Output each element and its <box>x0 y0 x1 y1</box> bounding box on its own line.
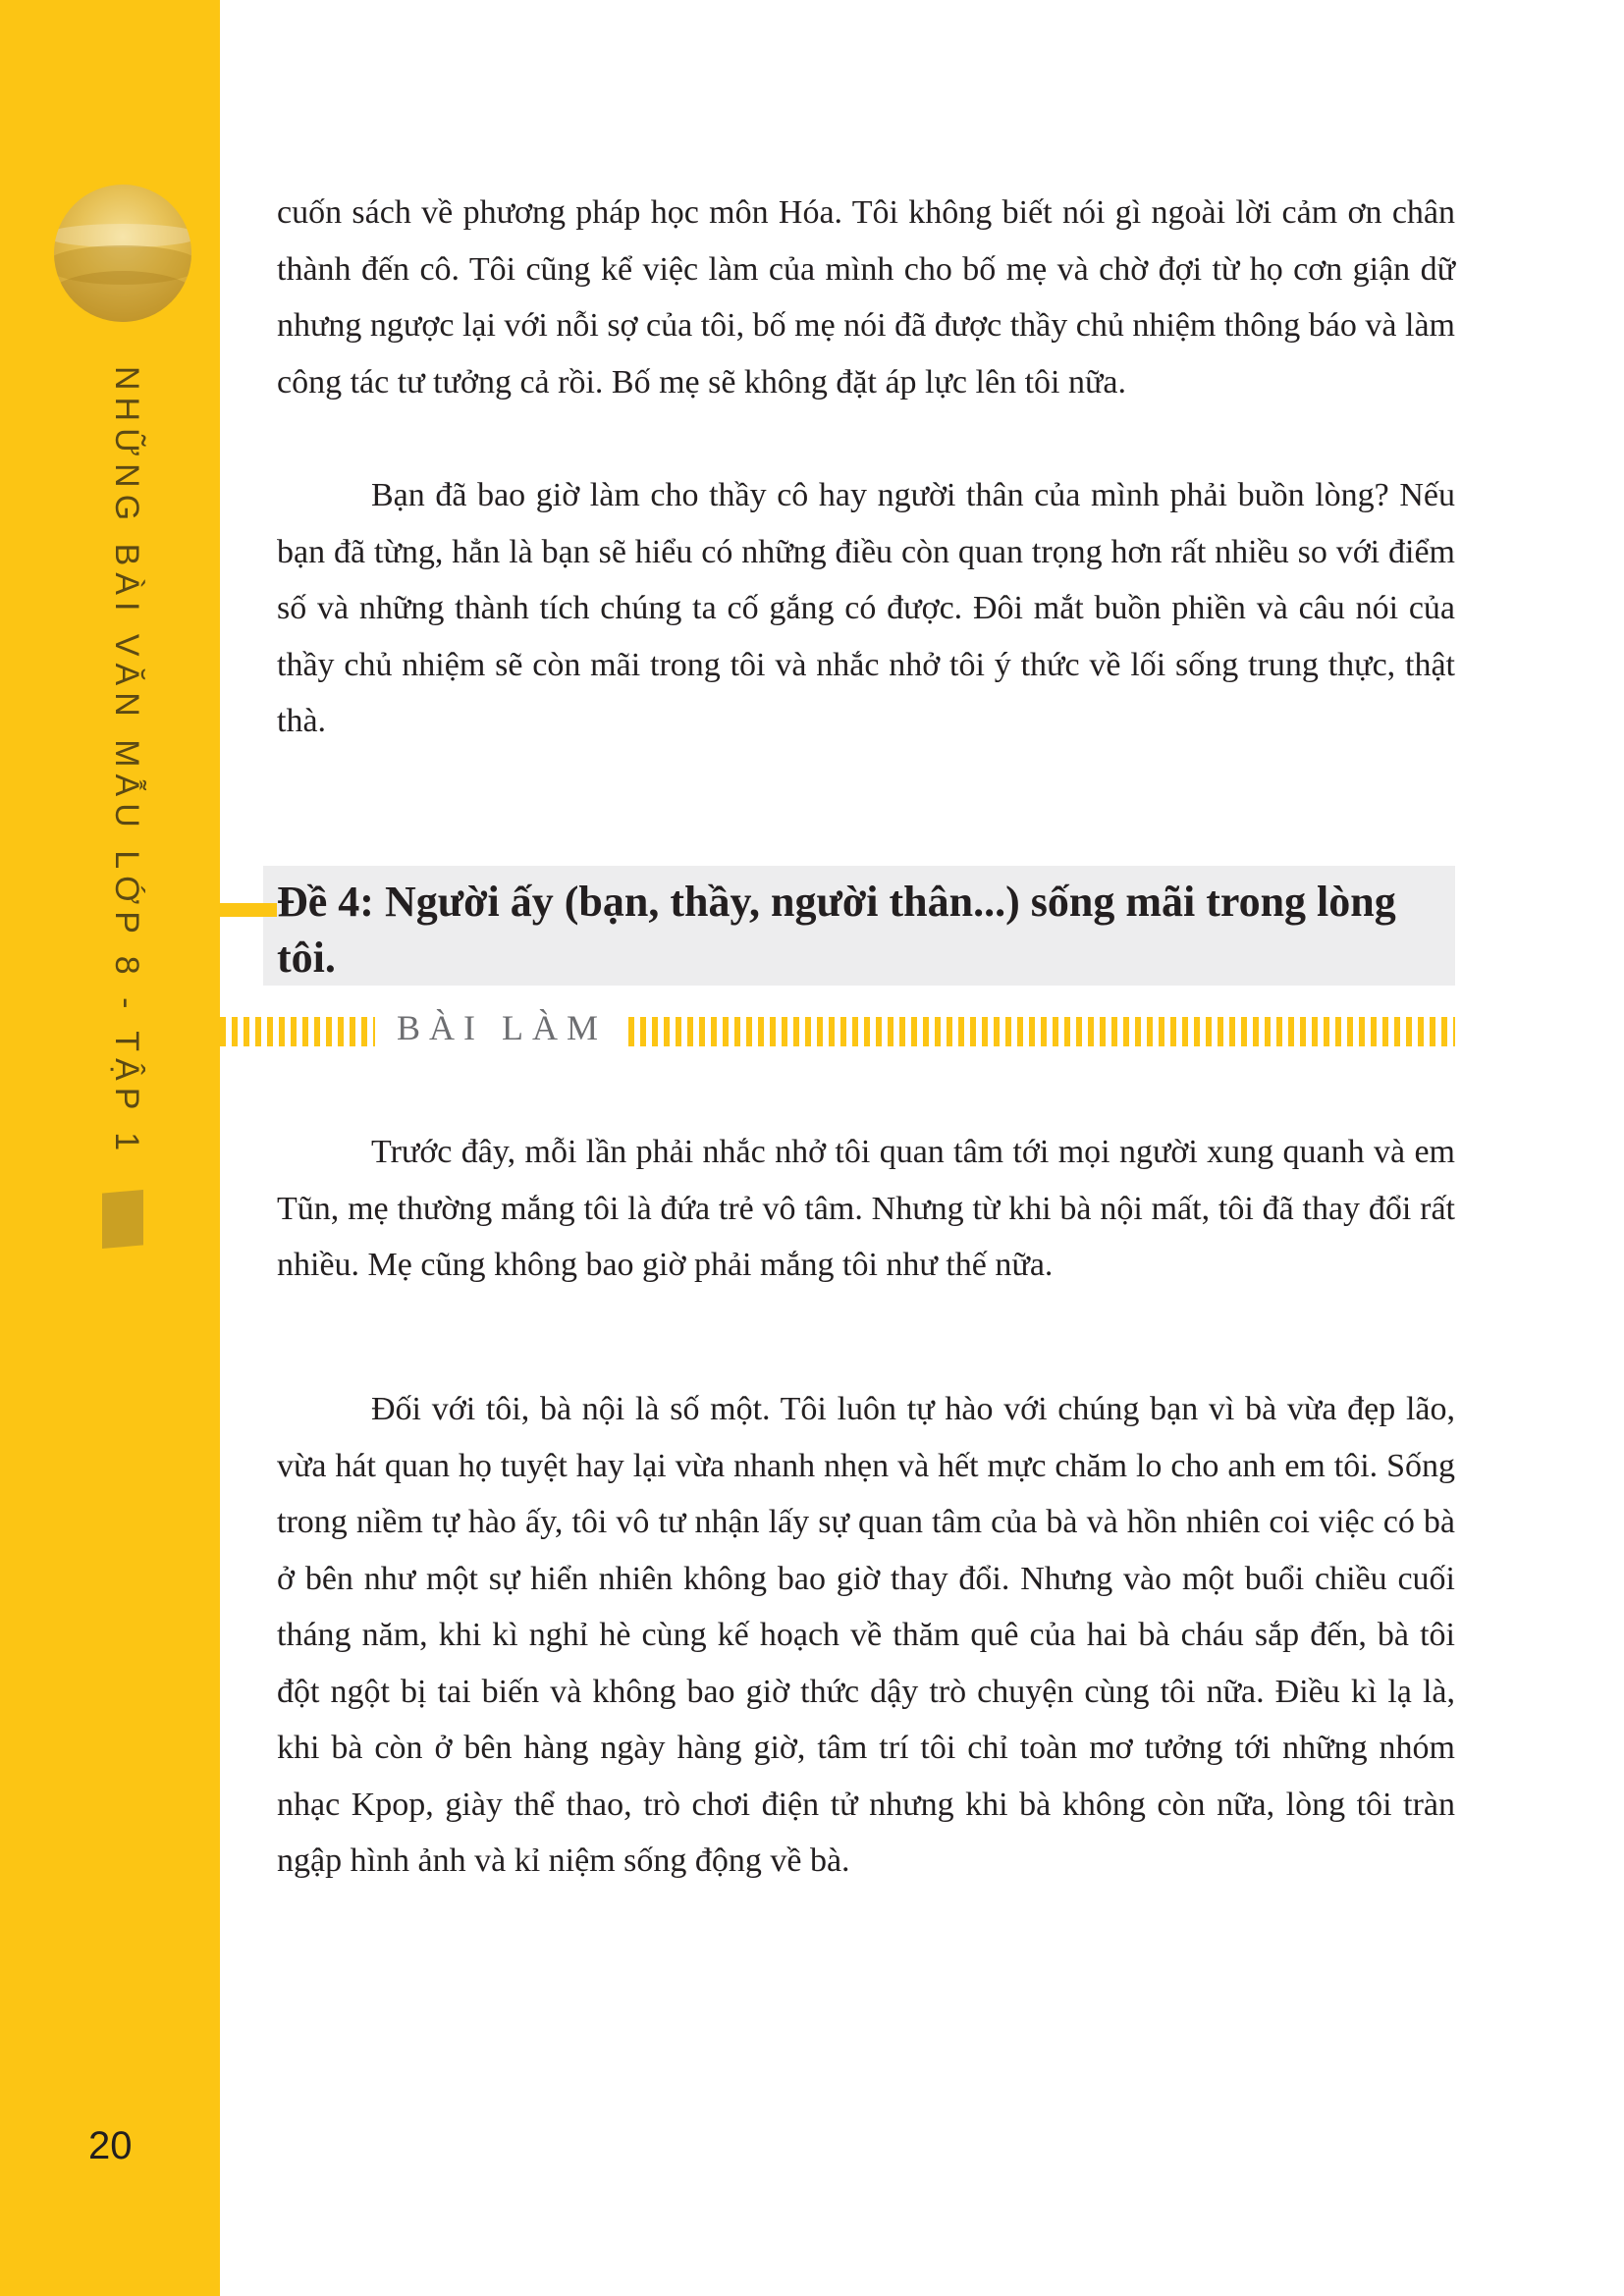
intro-paragraph-2: Bạn đã bao giờ làm cho thầy cô hay người thân của mình phải buồn lòng? Nếu bạn đã từng, hẳn là bạn sẽ hiểu có những điều còn quan trọng hơn rất nhiều so với điểm số và những thành tích chúng ta cố gắng có được. Đôi mắt buồn phiền và câu nói của thầy chủ nhiệm sẽ còn mãi trong tôi và nhắc nhở tôi ý thức về lối sống trung thực, thật thà. <box>277 477 1455 739</box>
chapter-tab-marker <box>102 1190 143 1249</box>
page-number: 20 <box>88 2124 133 2167</box>
divider-stripes-left <box>220 1017 375 1046</box>
sidebar <box>0 0 220 2296</box>
intro-paragraph-1: cuốn sách về phương pháp học môn Hóa. Tôi không biết nói gì ngoài lời cảm ơn chân thành đến cô. Tôi cũng kể việc làm của mình cho bố mẹ và chờ đợi từ họ cơn giận dữ nhưng ngược lại với nỗi sợ của tôi, bố mẹ nói đã được thầy chủ nhiệm thông báo và làm công tác tư tưởng cả rồi. Bố mẹ sẽ không đặt áp lực lên tôi nữa. <box>277 194 1455 400</box>
landscape-medallion-image <box>54 185 191 322</box>
section-heading: Đề 4: Người ấy (bạn, thầy, người thân...) sống mãi trong lòng tôi. <box>277 878 1396 982</box>
book-title-vertical: NHỮNG BÀI VĂN MẪU LỚP 8 - TẬP 1 <box>108 366 145 1158</box>
section-subheading: BÀI LÀM <box>397 1008 607 1047</box>
body-paragraph-1: Trước đây, mỗi lần phải nhắc nhở tôi quan tâm tới mọi người xung quanh và em Tũn, mẹ thường mắng tôi là đứa trẻ vô tâm. Nhưng từ khi bà nội mất, tôi đã thay đổi rất nhiều. Mẹ cũng không bao giờ phải mắng tôi như thế nữa. <box>277 1134 1455 1283</box>
body-paragraph-2: Đối với tôi, bà nội là số một. Tôi luôn tự hào với chúng bạn vì bà vừa đẹp lão, vừa hát quan họ tuyệt hay lại vừa nhanh nhẹn và hết mực chăm lo cho anh em tôi. Sống trong niềm tự hào ấy, tôi vô tư nhận lấy sự quan tâm của bà và hồn nhiên coi việc có bà ở bên như một sự hiển nhiên không bao giờ thay đổi. Nhưng vào một buổi chiều cuối tháng năm, khi kì nghỉ hè cùng kế hoạch về thăm quê của hai bà cháu sắp đến, bà tôi đột ngột bị tai biến và không bao giờ thức dậy trò chuyện cùng tôi nữa. Điều kì lạ là, khi bà còn ở bên hàng ngày hàng giờ, tâm trí tôi chỉ toàn mơ tưởng tới những nhóm nhạc Kpop, giày thể thao, trò chơi điện tử nhưng khi bà không còn nữa, lòng tôi tràn ngập hình ảnh và kỉ niệm sống động về bà. <box>277 1391 1455 1879</box>
section-heading-marker <box>220 903 277 917</box>
divider-stripes-right <box>628 1017 1455 1046</box>
